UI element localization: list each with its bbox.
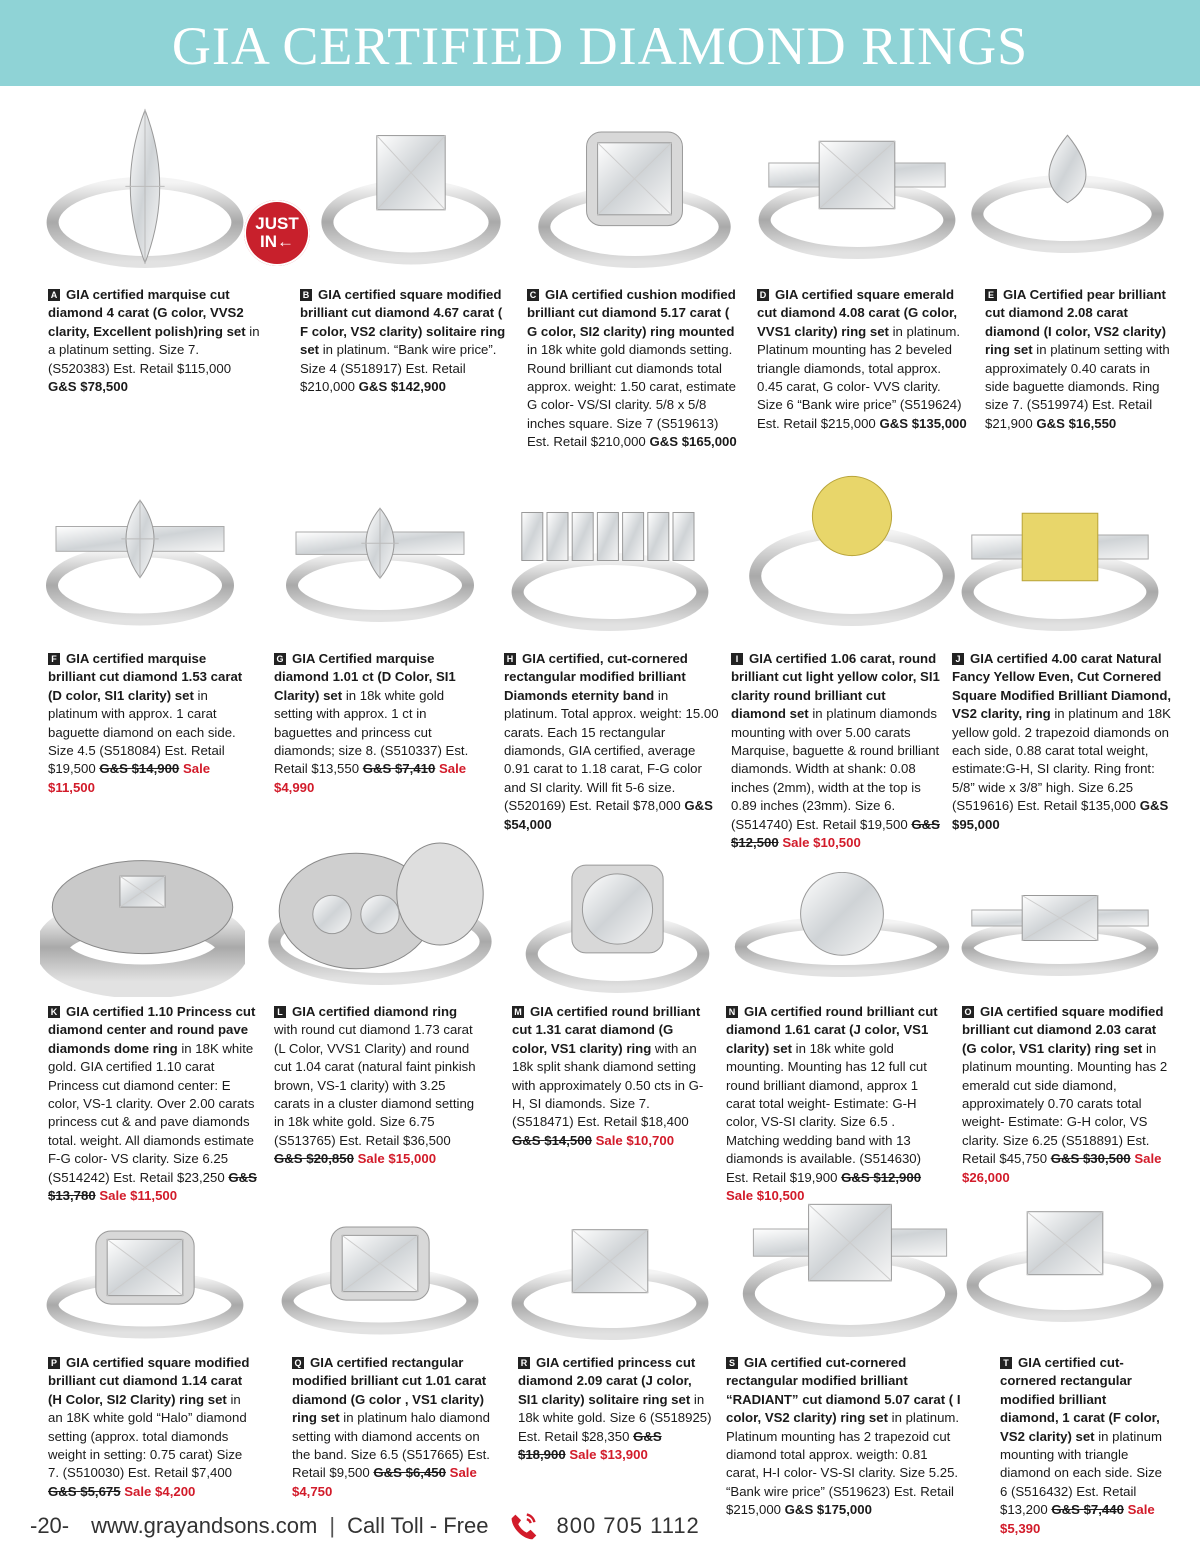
ring-image-m [520,852,715,1002]
item-title: GIA certified diamond ring [292,1004,458,1019]
item-letter: N [726,1006,738,1018]
gs-original-price: G&S $13,780 [48,1169,257,1204]
ring-image-r [505,1208,715,1348]
ring-description-l [274,1003,479,1169]
arrow-icon: ← [277,232,294,251]
ring-description-h [504,650,719,834]
ring-description-s [726,1354,961,1520]
item-letter: P [48,1357,60,1369]
item-letter: H [504,653,516,665]
gs-original-price: G&S $12,500 [731,816,940,851]
item-details: with round cut diamond 1.73 carat (L Color, VVS1 Clarity) and round cut 1.04 carat (natural faint pinkish brown, VS-1 clarity) with 3.25 carats in a cluster diamond setting in 18k white gold. Size 6.75 (S513765) Est. Retail $36,500 [274,1022,476,1148]
item-title: GIA certified square modified brilliant cut diamond 2.03 carat (G color, VS1 clarity) ring set [962,1004,1164,1056]
ring-image-c [532,118,737,278]
gs-price: G&S $175,000 [784,1502,872,1518]
sale-price: Sale $4,200 [124,1483,196,1499]
item-details: in 18k white gold setting with approx. 1 ct in baguettes and princess cut diamonds; size 8. (S510337) Est. Retail $13,550 [274,687,469,777]
item-letter: T [1000,1357,1012,1369]
ring-description-g [274,650,479,797]
phone-icon [504,1507,542,1545]
item-details: in platinum halo diamond setting with diamond accents on the band. Size 6.5 (S517665) Est. Retail $9,500 [292,1410,490,1481]
item-letter: E [985,289,997,301]
sale-price: Sale $10,500 [726,1188,805,1204]
gs-original-price: G&S $14,900 [99,761,180,777]
sale-price: Sale $13,900 [569,1447,648,1463]
item-details: in platinum diamonds mounting with over 5.00 carats Marquise, baguette & round brilliant diamonds. Width at shank: 0.08 inches (2mm), width at the top is 0.89 inches (23mm). Size 6. (S514740) Est. Retail $19,500 [731,706,940,832]
ring-image-j [955,490,1165,640]
ring-description-c [527,286,737,452]
item-details: in 18K white gold. GIA certified 1.10 carat Princess cut diamond center: E color, VS-1 clarity. Over 2.00 carats princess cut & and pave diamonds total. weight. All diamonds estimate F-G color- VS clarity. Size 6.25 (S514242) Est. Retail $23,250 [48,1040,255,1185]
item-title: GIA certified 1.10 Princess cut diamond center and round pave diamonds dome ring [48,1004,256,1056]
ring-description-o [962,1003,1172,1187]
item-letter: R [518,1357,530,1369]
item-details: in 18k white gold. Size 6 (S518925) Est. Retail $28,350 [518,1391,712,1444]
badge-line1: JUST [255,214,299,233]
item-title: GIA certified marquise cut diamond 4 carat (G color, VVS2 clarity, Excellent polish)ring set [48,287,246,339]
item-details: with an 18k split shank diamond setting with approximately 0.50 cts in G-H, SI diamonds. Size 7. (S518471) Est. Retail $18,400 [512,1040,704,1130]
gs-original-price: G&S $20,850 [274,1151,354,1167]
ring-description-n [726,1003,941,1205]
item-details: in platinum. “Bank wire price”. Size 4 (S518917) Est. Retail $210,000 [300,342,497,395]
page-banner [0,0,1200,86]
item-letter: I [731,653,743,665]
item-title: GIA certified cut-cornered rectangular modified brilliant diamond, 1 carat (F color, VS2 clarity) set [1000,1355,1160,1444]
ring-image-s [735,1178,965,1348]
ring-description-a [48,286,263,396]
ring-image-l [260,826,500,996]
gs-original-price: G&S $5,675 [48,1483,121,1499]
item-letter: G [274,653,286,665]
item-letter: C [527,289,539,301]
item-title: GIA certified cushion modified brilliant cut diamond 5.17 carat ( G color, SI2 clarity) ring mounted [527,287,736,339]
item-letter: Q [292,1357,304,1369]
item-title: GIA certified square emerald cut diamond 4.08 carat (G color, VVS1 clarity) ring set [757,287,958,339]
toll-free-label: Call Toll - Free [347,1513,489,1538]
ring-description-b [300,286,510,396]
footer-separator: | [329,1513,336,1538]
item-title: GIA certified marquise brilliant cut diamond 1.53 carat (D color, SI1 clarity) set [48,651,243,703]
sale-price: Sale $10,700 [595,1132,675,1148]
gs-original-price: G&S $18,900 [518,1428,662,1463]
page-title: GIA CERTIFIED DIAMOND RINGS [171,16,1029,76]
gs-original-price: G&S $7,440 [1051,1502,1124,1518]
ring-image-i [742,440,962,640]
ring-description-d [757,286,967,433]
sale-price: Sale $4,990 [274,761,467,795]
ring-image-e [965,112,1170,262]
item-title: GIA certified square modified brilliant cut diamond 4.67 carat ( F color, VS2 clarity) solitaire ring set [300,287,506,358]
ring-description-t [1000,1354,1165,1538]
item-title: GIA certified rectangular modified brilliant cut 1.01 carat diamond (G color , VS1 clarity) ring set [292,1355,487,1426]
item-title: GIA certified 1.06 carat, round brilliant cut light yellow color, SI1 clarity round brilliant cut diamond set [731,651,940,722]
gs-price: G&S $95,000 [952,798,1169,832]
ring-image-f [40,480,240,635]
item-details: in a platinum setting. Size 7. (S520383) Est. Retail $115,000 [48,323,260,376]
gs-original-price: G&S $30,500 [1050,1151,1131,1167]
gs-price: G&S $165,000 [649,434,737,450]
item-letter: D [757,289,769,301]
ring-image-p [40,1220,250,1345]
gs-original-price: G&S $7,410 [362,761,436,777]
gs-price: G&S $78,500 [48,379,128,395]
item-title: GIA certified round brilliant cut 1.31 carat diamond (G color, VS1 clarity) ring [512,1004,701,1056]
gs-price: G&S $16,550 [1036,415,1117,431]
ring-description-k [48,1003,258,1205]
item-details: in platinum and 18K yellow gold. 2 trapezoid diamonds on each side, 0.88 carat total weight, estimate:G-H, SI clarity. Ring front: 5/8” wide x 3/8” high. Size 6.25 (S519616) Est. Retail $135,000 [952,706,1171,814]
item-title: GIA certified 4.00 carat Natural Fancy Yellow Even, Cut Cornered Square Modified Brilliant Diamond, VS2 clarity, ring [952,651,1172,722]
ring-image-b [316,110,506,275]
item-letter: L [274,1006,286,1018]
website-link[interactable]: www.grayandsons.com [91,1513,318,1538]
just-in-badge [244,200,310,266]
item-title: GIA certified cut-cornered rectangular modified brilliant “RADIANT” cut diamond 5.07 carat ( I color, VS2 clarity) ring set [726,1355,961,1426]
item-letter: J [952,653,964,665]
item-title: GIA certified princess cut diamond 2.09 carat (J color, SI1 clarity) solitaire ring set [518,1355,696,1407]
item-details: in platinum. Platinum mounting has 2 trapezoid cut diamond total approx. weigth: 0.81 carat, H-I color- VS-SI clarity. Size 5.25. “Bank wire price” (S519623) Est. Retail $215,000 [726,1410,960,1518]
gs-original-price: G&S $14,500 [512,1132,592,1148]
ring-image-d [752,118,962,268]
ring-image-o [955,880,1165,980]
item-details: in platinum setting with approximately 0.40 carats in side baguette diamonds. Ring size 7. (S519974) Est. Retail $21,900 [985,342,1170,431]
ring-description-m [512,1003,712,1150]
ring-image-k [40,842,245,997]
gs-original-price: G&S $12,900 [841,1169,922,1185]
ring-image-h [505,490,715,640]
ring-description-p [48,1354,253,1501]
item-title: GIA Certified pear brilliant cut diamond 2.08 carat diamond (I color, VS2 clarity) ring set [985,287,1167,358]
item-details: in platinum with approx. 1 carat baguette diamond on each side. Size 4.5 (S518084) Est. Retail $19,500 [48,687,236,777]
item-letter: O [962,1006,974,1018]
ring-description-q [292,1354,492,1501]
ring-description-e [985,286,1175,433]
item-letter: B [300,289,312,301]
ring-image-n [727,872,957,982]
item-letter: S [726,1357,738,1369]
item-letter: F [48,653,60,665]
sale-price: Sale $11,500 [48,761,211,795]
sale-price: Sale $5,390 [1000,1502,1155,1536]
sale-price: Sale $15,000 [357,1151,437,1167]
sale-price: Sale $10,500 [782,835,861,851]
ring-image-q [275,1216,485,1341]
item-letter: M [512,1006,524,1018]
ring-description-f [48,650,248,797]
ring-description-i [731,650,941,852]
page-footer [30,1506,700,1546]
item-details: in platinum. Total approx. weight: 15.00 carats. Each 15 rectangular diamonds, GIA certified, average 0.91 carat to 1.18 carat, F-G color and SI clarity. Will fit 5-6 size. (S520169) Est. Retail $78,000 [504,687,719,814]
sale-price: Sale $11,500 [99,1188,178,1204]
item-details: in 18k white gold mounting. Mounting has 12 full cut round brilliant diamond, approx 1 carat total weight- Estimate: G-H color, VS-SI clarity. Size 6.5 . Matching wedding band with 13 diamonds is available. (S514630) Est. Retail $19,900 [726,1040,927,1185]
item-title: GIA certified round brilliant cut diamond 1.61 carat (J color, VS1 clarity) set [726,1004,938,1056]
item-details: in an 18K white gold “Halo” diamond setting (approx. total diamonds weight in setting: 0.75 carat) Size 7. (S510030) Est. Retail $7,400 [48,1391,247,1481]
item-letter: A [48,289,60,301]
ring-image-g [280,490,480,630]
badge-line2: IN← [260,232,294,251]
page-number: -20- [30,1513,70,1538]
ring-image-a [40,100,250,280]
phone-number[interactable]: 800 705 1112 [556,1513,700,1538]
item-details: in platinum mounting with triangle diamond on each side. Size 6 (S516432) Est. Retail $13,200 [1000,1428,1163,1518]
item-title: GIA certified square modified brilliant cut diamond 1.14 carat (H Color, SI2 Clarity) ring set [48,1355,250,1407]
item-details: in platinum. Platinum mounting has 2 beveled triangle diamonds, total approx. 0.45 carat, G color- VVS clarity. Size 6 “Bank wire price” (S519624) Est. Retail $215,000 [757,323,962,431]
item-details: in platinum mounting. Mounting has 2 emerald cut side diamond, approximately 0.70 carats total weight- Estimate: G-H color, VS clarity. Size 6.25 (S518891) Est. Retail $45,750 [962,1040,1168,1167]
ring-description-j [952,650,1172,834]
ring-description-r [518,1354,713,1464]
gs-original-price: G&S $6,450 [373,1465,446,1481]
item-details: in 18k white gold diamonds setting. Round brilliant cut diamonds total approx. weight: 1.50 carat, estimate G color- VS/SI clarity. 5/8 x 5/8 inches square. Size 7 (S519613) Est. Retail $210,000 [527,342,736,450]
item-title: GIA certified, cut-cornered rectangular modified brilliant Diamonds eternity band [504,651,688,703]
gs-price: G&S $142,900 [358,379,446,395]
sale-price: Sale $26,000 [962,1151,1162,1185]
ring-image-t [960,1190,1170,1330]
gs-price: G&S $54,000 [504,798,713,832]
item-title: GIA Certified marquise diamond 1.01 ct (D Color, SI1 Clarity) set [274,651,456,703]
sale-price: Sale $4,750 [292,1465,477,1499]
item-letter: K [48,1006,60,1018]
gs-price: G&S $135,000 [879,415,967,431]
